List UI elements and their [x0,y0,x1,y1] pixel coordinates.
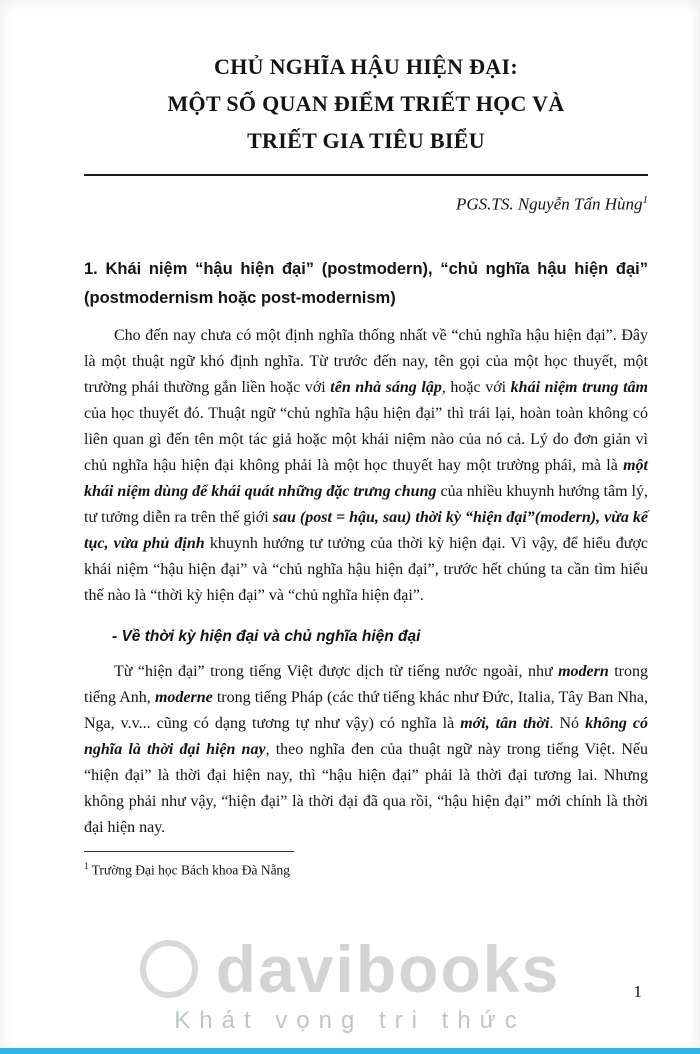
body-paragraph: Cho đến nay chưa có một định nghĩa thống nhất về “chủ nghĩa hậu hiện đại”. Đây là một thuật ngữ khó định nghĩa. Từ trước đến nay, tên gọi của một học thuyết, một trường phái thường gắn liền hoặc với tên nhà sáng lập, hoặc với khái niệm trung tâm của học thuyết đó. Thuật ngữ “chủ nghĩa hậu hiện đại” thì trái lại, hoàn toàn không có liên quan gì đến tên một tác giả hoặc một khái niệm nào của nó cả. Lý do đơn giản vì chủ nghĩa hậu hiện đại không phải là một học thuyết hay một trường phái, mà là một khái niệm dùng để khái quát những đặc trưng chung của nhiều khuynh hướng tâm lý, tư tưởng diễn ra trên thế giới sau (post = hậu, sau) thời kỳ “hiện đại”(modern), vừa kế tục, vừa phủ định khuynh hướng tư tưởng của thời kỳ hiện đại. Vì vậy, để hiểu được khái niệm “hậu hiện đại” và “chủ nghĩa hậu hiện đại”, trước hết chúng ta cần tìm hiểu thế nào là “thời kỳ hiện đại” và “chủ nghĩa hiện đại”. [84,326,649,604]
section-heading: 1. Khái niệm “hậu hiện đại” (postmodern), “chủ nghĩa hậu hiện đại” (postmodernism hoặc post-modernism) [84,259,648,307]
title-line: MỘT SỐ QUAN ĐIỂM TRIẾT HỌC VÀ [167,91,565,116]
footnote-text: Trường Đại học Bách khoa Đà Nẵng [91,862,291,878]
page-number: 1 [633,982,642,1001]
document-title [84,48,648,159]
title-line: CHỦ NGHĨA HẬU HIỆN ĐẠI: [214,54,518,79]
watermark [0,932,700,1038]
author-name: PGS.TS. Nguyễn Tấn Hùng [455,194,643,214]
author-footnote-ref: 1 [642,194,648,206]
title-line: TRIẾT GIA TIÊU BIỂU [247,128,485,153]
footnote-divider [84,851,294,852]
body-paragraph: Từ “hiện đại” trong tiếng Việt được dịch từ tiếng nước ngoài, như modern trong tiếng Anh, moderne trong tiếng Pháp (các thứ tiếng khác như Đức, Italia, Tây Ban Nha, Nga, v.v... cũng có dạng tương tự như vậy) có nghĩa là mới, tân thời. Nó không có nghĩa là thời đại hiện nay, theo nghĩa đen của thuật ngữ này trong tiếng Việt. Nếu “hiện đại” là thời đại hiện nay, thì “hậu hiện đại” phải là thời đại tương lai. Nhưng không phải như vậy, “hiện đại” là thời đại đã qua rồi, “hậu hiện đại” mới chính là thời đại hiện nay. [84,662,649,836]
bottom-accent-bar [0,1048,700,1054]
watermark-brand: davibooks [215,932,561,1006]
footnote [84,856,648,881]
footnote-block [84,851,648,881]
watermark-slogan: Khát vọng tri thức [174,1007,526,1034]
watermark-logo-icon [140,940,198,998]
sub-heading: - Về thời kỳ hiện đại và chủ nghĩa hiện đại [112,627,421,645]
author-line [84,188,648,217]
watermark-row [140,932,561,1006]
footnote-ref: 1 [84,860,89,871]
title-divider [84,174,648,176]
